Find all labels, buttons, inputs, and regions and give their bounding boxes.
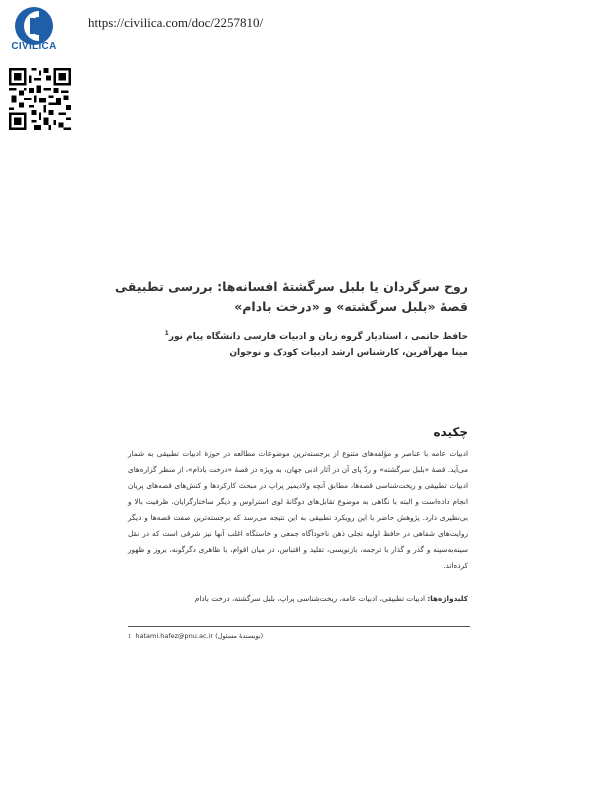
footnote-email[interactable]: hatami.hafez@pnu.ac.ir bbox=[135, 632, 214, 640]
author-line-2 bbox=[108, 348, 468, 358]
abstract-body: ادبیات عامه با عناصر و مؤلفه‌های متنوع از برجسته‌ترین موضوعات مطالعه در حوزهٔ ادبیات تطبیقی به شمار می‌آید. قصهٔ «بلبل سرگشته» و ردّ پای آن در آثار ادبی جهان، به ویژه در قصهٔ «درخت بادام»، از منظر گزاره‌های ادبیات تطبیقی و ریخت‌شناسی قصه‌ها، مطابق آنچه ولادیمیر پراپ در مبحث کارکردها و کنش‌های قصه‌های پریان انجام داده‌است و البته با نگاهی به موضوع تقابل‌های دوگانهٔ لوی استراوس و دیگر ساختارگرایان، ظرفیت بالا و بی‌نظیری دارد. پژوهش حاضر با این رویکرد تطبیقی به این نتیجه می‌رسد که برجسته‌ترین صفت قصه‌ها و دیگر روایت‌های شفاهی در حافظ اولیه تجلی ذهن ناخودآگاه جمعی و خاستگاه اغلب آنها نیز شرقی است که در نقل سینه‌به‌سینه و گذر و گذار با ترجمه، بازنویسی، تقلید و اقتباس، در میان اقوام، با ظاهری دگرگونه، بروز و ظهور کرده‌اند. bbox=[128, 449, 468, 570]
footnote-number: 1 bbox=[128, 633, 132, 640]
footnote bbox=[128, 632, 263, 640]
qr-code-icon bbox=[9, 68, 71, 130]
logo-text: CIVILICA bbox=[11, 41, 57, 52]
paper-title: روح سرگردان یا بلبل سرگشتهٔ افسانه‌ها: بررسی تطبیقی قصهٔ «بلبل سرگشته» و «درخت بادام» bbox=[115, 279, 468, 314]
keywords bbox=[128, 594, 468, 603]
keywords-list: ادبیات تطبیقی، ادبیات عامه، ریخت‌شناسی پراپ، بلبل سرگشته، درخت بادام bbox=[194, 594, 425, 603]
document-url[interactable]: https://civilica.com/doc/2257810/ bbox=[88, 15, 264, 30]
author-line-1 bbox=[108, 330, 468, 342]
abstract-heading: چکیده bbox=[433, 425, 468, 439]
footnote-divider bbox=[128, 626, 470, 627]
keywords-label: کلیدواژه‌ها: bbox=[427, 594, 468, 603]
footnote-role: (نویسندهٔ مسئول) bbox=[215, 632, 264, 640]
author-1-footnote-marker: 1 bbox=[164, 330, 169, 337]
author-2-text: مینا مهرآفرین، کارشناس ارشد ادبیات کودک و نوجوان bbox=[229, 348, 468, 358]
author-1-text: حافظ حاتمی ، استادیار گروه زبان و ادبیات فارسی دانشگاه پیام نور bbox=[168, 332, 468, 342]
